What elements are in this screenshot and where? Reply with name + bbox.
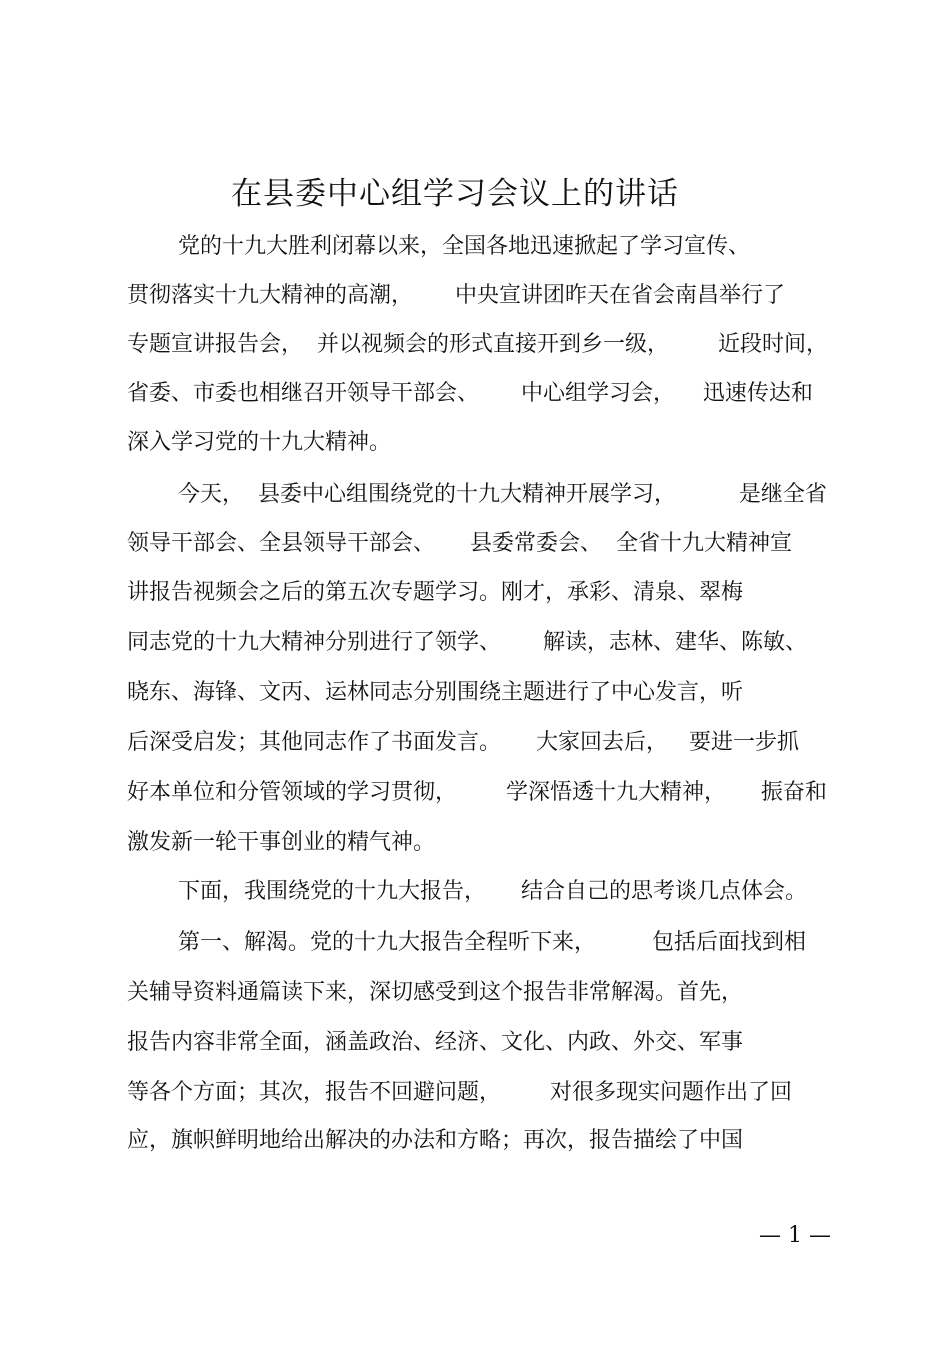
body-line: 第一、解渴。党的十九大报告全程听下来， 包括后面找到相: [178, 930, 806, 955]
body-line: 专题宣讲报告会， 并以视频会的形式直接开到乡一级， 近段时间，: [127, 332, 828, 357]
body-line: 党的十九大胜利闭幕以来，全国各地迅速掀起了学习宣传、: [178, 234, 751, 259]
body-line: 等各个方面；其次，报告不回避问题， 对很多现实问题作出了回: [127, 1080, 792, 1105]
body-line: 好本单位和分管领域的学习贯彻， 学深悟透十九大精神， 振奋和: [127, 780, 827, 805]
body-line: 下面，我围绕党的十九大报告， 结合自己的思考谈几点体会。: [178, 879, 807, 904]
document-title: 在县委中心组学习会议上的讲话: [231, 176, 679, 212]
body-line: 讲报告视频会之后的第五次专题学习。刚才，承彩、清泉、翠梅: [127, 580, 744, 605]
body-line: 应，旗帜鲜明地给出解决的办法和方略；再次，报告描绘了中国: [127, 1128, 744, 1153]
body-line: 激发新一轮干事创业的精气神。: [127, 830, 436, 855]
body-line: 同志党的十九大精神分别进行了领学、 解读，志林、建华、陈敏、: [127, 630, 807, 655]
body-line: 领导干部会、全县领导干部会、 县委常委会、 全省十九大精神宣: [127, 531, 792, 556]
body-line: 省委、市委也相继召开领导干部会、 中心组学习会， 迅速传达和: [127, 381, 813, 406]
page-number: — 1 —: [759, 1223, 831, 1248]
body-line: 今天， 县委中心组围绕党的十九大精神开展学习， 是继全省: [178, 482, 827, 507]
body-line: 后深受启发；其他同志作了书面发言。 大家回去后， 要进一步抓: [127, 730, 799, 755]
body-line: 关辅导资料通篇读下来，深切感受到这个报告非常解渴。首先，: [127, 980, 744, 1005]
body-line: 深入学习党的十九大精神。: [127, 430, 392, 455]
body-line: 晓东、海锋、文丙、运林同志分别围绕主题进行了中心发言，听: [127, 680, 744, 705]
body-line: 贯彻落实十九大精神的高潮， 中央宣讲团昨天在省会南昌举行了: [127, 283, 785, 308]
body-line: 报告内容非常全面，涵盖政治、经济、文化、内政、外交、军事: [127, 1030, 744, 1055]
